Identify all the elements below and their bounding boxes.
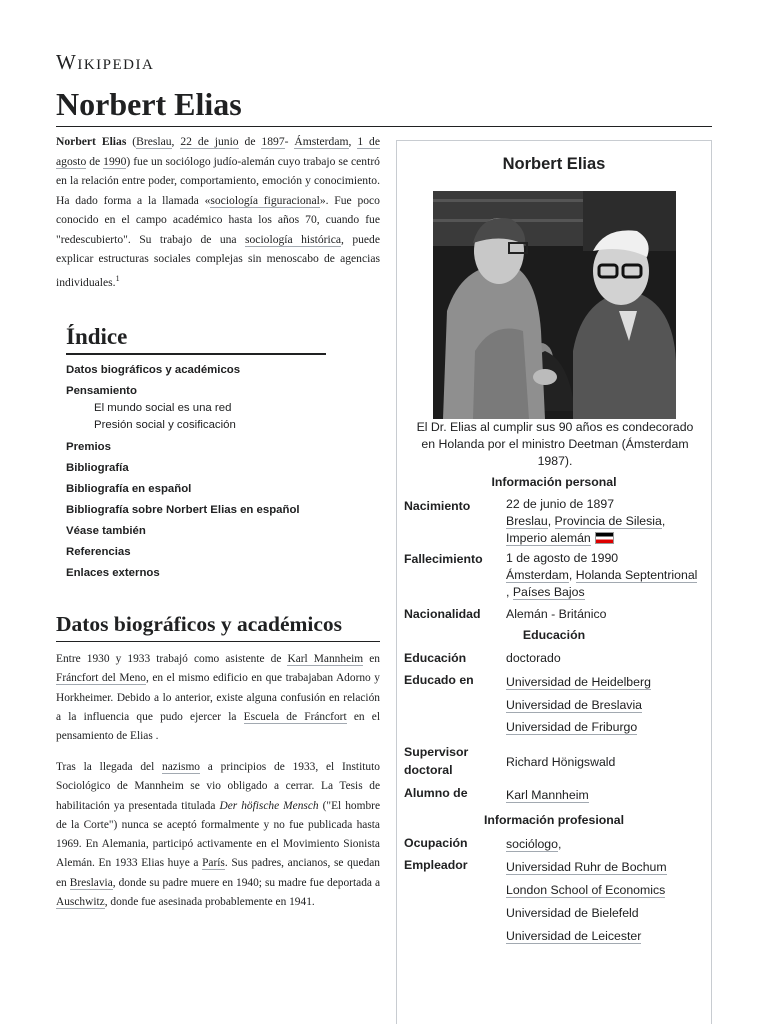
breslavia-link[interactable]: Universidad de Breslavia xyxy=(506,697,643,712)
text: , donde su padre muere en 1940; su madre fue deportada a xyxy=(112,876,380,889)
birth-province-link[interactable]: Provincia de Silesia xyxy=(554,514,662,528)
toc-subitem-mundo-social[interactable]: El mundo social es una red xyxy=(94,402,232,414)
student-of-label: Alumno de xyxy=(404,786,468,800)
section-heading: Datos biográficos y académicos xyxy=(56,612,380,642)
inline-link[interactable]: nazismo xyxy=(162,761,201,773)
education-label: Educación xyxy=(404,651,467,665)
toc-item-enlaces-externos[interactable]: Enlaces externos xyxy=(66,567,160,579)
toc-item-datos-biograficos[interactable]: Datos biográficos y académicos xyxy=(66,364,241,376)
section-paragraph-1 xyxy=(56,650,380,746)
page-title: Norbert Elias xyxy=(56,86,242,122)
sociologist-link[interactable]: sociólogo xyxy=(506,837,558,851)
death-year-link[interactable]: 1990 xyxy=(103,154,127,168)
friburgo-link[interactable]: Universidad de Friburgo xyxy=(506,720,638,734)
birth-day-link[interactable]: 22 de junio xyxy=(180,135,239,148)
intro-paragraph xyxy=(56,132,380,292)
death-city-link[interactable]: Ámsterdam xyxy=(506,568,569,582)
text: Tras la llegada del xyxy=(56,761,163,773)
nationality-label: Nacionalidad xyxy=(404,607,481,621)
historical-sociology-link[interactable]: sociología histórica xyxy=(245,232,341,246)
death-day-link[interactable]: 1 de agosto xyxy=(56,135,380,168)
infobox-title: Norbert Elias xyxy=(502,155,606,173)
text: , donde fue asesinada probablemente en 1941. xyxy=(104,896,315,909)
text: ». Fue poco conocido en el campo académico hasta los años 70, cuando fue "redescubierto". Su trabajo de una xyxy=(56,193,380,246)
title-divider xyxy=(56,126,712,127)
birth-value xyxy=(506,496,665,547)
toc-item-bibliografia-espanol[interactable]: Bibliografía en español xyxy=(66,483,192,495)
occupation-value: sociólogo, xyxy=(506,837,562,851)
toc-item-pensamiento[interactable] xyxy=(66,384,326,434)
infobox-section-personal: Información personal xyxy=(491,475,617,489)
infobox-section-education: Educación xyxy=(522,628,586,642)
infobox xyxy=(396,140,712,1024)
text: de xyxy=(86,154,104,168)
employer-list xyxy=(506,859,667,951)
birth-label: Nacimiento xyxy=(404,499,471,513)
toc-title: Índice xyxy=(66,324,326,355)
death-place-link[interactable]: Ámsterdam xyxy=(294,135,349,148)
death-value xyxy=(506,550,697,601)
text: . Sus padres, ancianos, se quedan en xyxy=(56,857,380,889)
portrait-photo[interactable] xyxy=(433,191,676,419)
figurational-sociology-link[interactable]: sociología figuracional xyxy=(210,193,320,207)
nationality-value: Alemán - Británico xyxy=(506,607,607,621)
birth-city-link[interactable]: Breslau xyxy=(506,514,548,528)
birth-location: Breslau, Provincia de Silesia, xyxy=(506,514,666,528)
heidelberg-link[interactable]: Universidad de Heidelberg xyxy=(506,675,651,689)
text: , puede explicar estructuras sociales complejas sin menoscabo de agencias individuales. xyxy=(56,232,380,289)
section-paragraph-2 xyxy=(56,758,380,912)
toc-item-label[interactable]: Pensamiento xyxy=(66,385,137,397)
wikipedia-wordmark[interactable]: Wikipedia xyxy=(56,50,155,74)
text: en el pensamiento de Elias . xyxy=(56,710,381,743)
text: ) fue un sociólogo judío-alemán cuyo trabajo se centró en la relación entre poder, comportamiento, emoción y conocimiento. Ha dado forma a la llamada « xyxy=(56,154,380,207)
toc-item-vease-tambien[interactable]: Véase también xyxy=(66,525,146,537)
text: ("El hombre de la Corte") nunca se aceptó formalmente y no fue publicada hasta 1969. En Alemania, participó activamente en el Movimiento Sionista Alemán. En 1933 Elias huye a xyxy=(56,799,381,870)
text: a principios de 1933, el Instituto Sociológico de Mannheim se vio obligado a cerrar. La Tesis de habilitación ya presentada titulada xyxy=(56,761,380,812)
death-location: Ámsterdam, Holanda Septentrional xyxy=(506,568,698,582)
karl-mannheim-link[interactable]: Karl Mannheim xyxy=(506,788,589,802)
death-country: , Países Bajos xyxy=(506,585,585,599)
toc-item-referencias[interactable]: Referencias xyxy=(66,546,131,558)
text: en xyxy=(363,653,380,665)
education-value: doctorado xyxy=(506,651,561,665)
inline-link[interactable]: Fráncfort del Meno xyxy=(56,672,146,685)
reference-1-link[interactable]: 1 xyxy=(115,273,120,283)
inline-link[interactable]: París xyxy=(202,857,225,870)
supervisor-value: Richard Hönigswald xyxy=(506,755,616,769)
toc-item-premios[interactable]: Premios xyxy=(66,441,111,453)
inline-link[interactable]: Breslavia xyxy=(69,876,113,889)
toc-sublist xyxy=(94,400,326,434)
toc-item-bibliografia-sobre-elias[interactable]: Bibliografía sobre Norbert Elias en español xyxy=(66,504,300,516)
text: , en el mismo edificio en que trabajaban Adorno y Horkheimer. Debido a lo anterior, existe alguna confusión en relación a la influencia que pudo ejercer la xyxy=(56,672,380,723)
educated-at-list xyxy=(506,674,651,742)
inline-link[interactable]: Auschwitz xyxy=(56,896,105,909)
birth-country xyxy=(506,530,665,547)
employer-label: Empleador xyxy=(404,858,468,872)
death-label: Fallecimiento xyxy=(404,552,483,566)
text: , xyxy=(171,135,181,148)
death-province-link[interactable]: Holanda Septentrional xyxy=(575,568,698,582)
educated-at-label: Educado en xyxy=(404,673,474,687)
table-of-contents xyxy=(66,324,326,587)
text: ( xyxy=(126,135,137,148)
death-date: 1 de agosto de 1990 xyxy=(506,551,619,565)
student-of-value xyxy=(506,787,589,804)
text: , xyxy=(348,135,358,148)
toc-list xyxy=(66,363,326,581)
text: de xyxy=(238,135,262,148)
bielefeld-text: Universidad de Bielefeld xyxy=(506,906,639,920)
subject-name: Norbert Elias xyxy=(56,135,127,148)
inline-link[interactable]: Karl Mannheim xyxy=(287,653,364,665)
infobox-section-professional: Información profesional xyxy=(483,813,625,827)
photo-caption: El Dr. Elias al cumplir sus 90 años es condecorado en Holanda por el ministro Deetman (Ámsterdam 1987). xyxy=(416,420,694,468)
death-country-link[interactable]: Países Bajos xyxy=(512,585,585,599)
birth-date: 22 de junio de 1897 xyxy=(506,497,615,511)
birth-year-link[interactable]: 1897 xyxy=(261,135,285,148)
bochum-link[interactable]: Universidad Ruhr de Bochum xyxy=(506,860,667,874)
supervisor-label: Supervisor doctoral xyxy=(404,745,469,777)
leicester-link[interactable]: Universidad de Leicester xyxy=(506,929,642,943)
birth-place-link[interactable]: Breslau xyxy=(136,135,172,148)
lse-link[interactable]: London School of Economics xyxy=(506,883,666,897)
german-empire-flag-icon xyxy=(595,532,614,544)
inline-link[interactable]: Escuela de Fráncfort xyxy=(243,710,347,723)
toc-subitem-presion-social[interactable]: Presión social y cosificación xyxy=(94,419,236,431)
text: Entre 1930 y 1933 trabajó como asistente de xyxy=(56,653,288,665)
italic-title: Der höfische Mensch xyxy=(219,799,319,812)
toc-item-bibliografia[interactable]: Bibliografía xyxy=(66,462,129,474)
occupation-label: Ocupación xyxy=(404,836,468,850)
birth-empire-link[interactable]: Imperio alemán xyxy=(506,531,591,545)
text: - xyxy=(284,135,295,148)
